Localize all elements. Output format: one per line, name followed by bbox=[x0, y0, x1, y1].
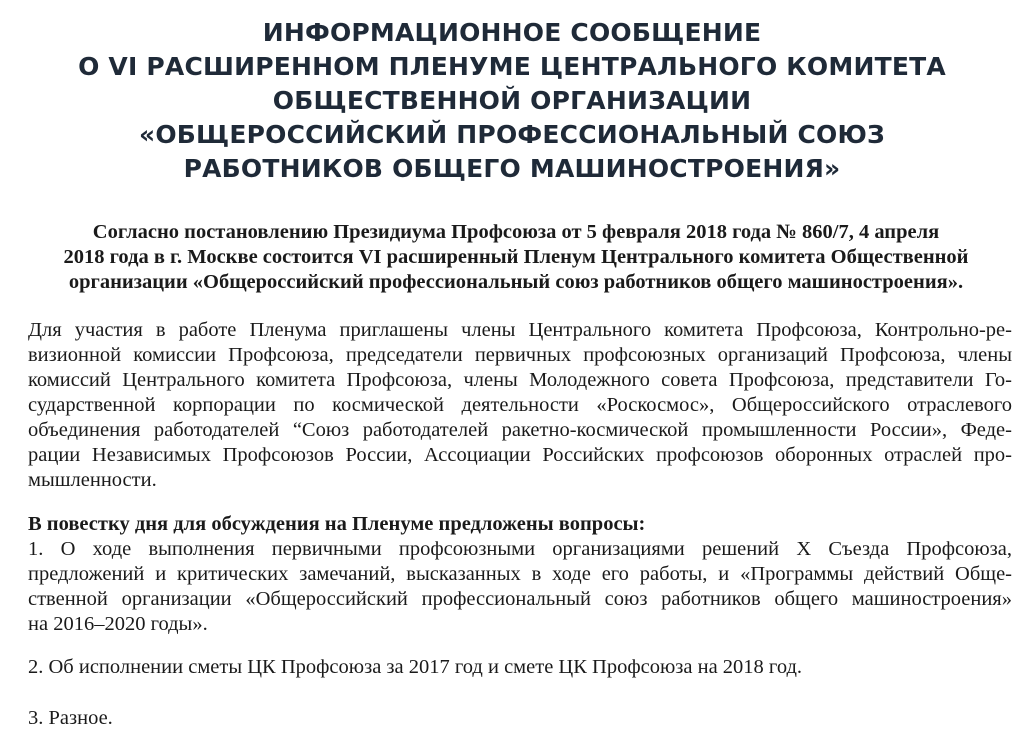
title-line: О VI РАСШИРЕННОМ ПЛЕНУМЕ ЦЕНТРАЛЬНОГО КОМИТЕТА bbox=[78, 52, 946, 81]
title-line: ИНФОРМАЦИОННОЕ СООБЩЕНИЕ bbox=[262, 18, 762, 47]
agenda-item-2: 2. Об исполнении сметы ЦК Профсоюза за 2017 год и смете ЦК Профсоюза на 2018 год. bbox=[28, 656, 803, 678]
paragraph-line: сударственной корпорации по космической деятельности «Роскосмос», Общероссийского отраслевого bbox=[28, 394, 1012, 416]
intro-paragraph bbox=[28, 220, 1004, 295]
agenda-item-3: 3. Разное. bbox=[28, 707, 113, 729]
title-line: ОБЩЕСТВЕННОЙ ОРГАНИЗАЦИИ bbox=[272, 86, 752, 115]
agenda-line: ственной организации «Общероссийский профессиональный союз работников общего машиностроения» bbox=[28, 588, 1012, 610]
participants-paragraph bbox=[28, 318, 1012, 493]
paragraph-line: рации Независимых Профсоюзов России, Ассоциации Российских профсоюзов оборонных отраслей про- bbox=[28, 444, 1012, 466]
intro-line: организации «Общероссийский профессиональный союз работников общего машиностроения». bbox=[68, 271, 964, 293]
intro-line: 2018 года в г. Москве состоится VI расширенный Пленум Центрального комитета Общественной bbox=[63, 246, 969, 268]
paragraph-line: комиссий Центрального комитета Профсоюза, члены Молодежного совета Профсоюза, представители Го- bbox=[28, 369, 1012, 391]
agenda-line: на 2016–2020 годы». bbox=[28, 613, 208, 635]
paragraph-line: визионной комиссии Профсоюза, председатели первичных профсоюзных организаций Профсоюза, члены bbox=[28, 344, 1012, 366]
agenda-line: 1. О ходе выполнения первичными профсоюзными организациями решений X Съезда Профсоюза, bbox=[28, 538, 1012, 560]
title-line: РАБОТНИКОВ ОБЩЕГО МАШИНОСТРОЕНИЯ» bbox=[183, 154, 841, 183]
title-line: «ОБЩЕРОССИЙСКИЙ ПРОФЕССИОНАЛЬНЫЙ СОЮЗ bbox=[138, 120, 885, 149]
document-title bbox=[40, 16, 984, 186]
agenda-item-1 bbox=[28, 537, 1012, 637]
agenda-line: предложений и критических замечаний, высказанных в ходе его работы, и «Программы действий Обще- bbox=[28, 563, 1012, 585]
intro-line: Согласно постановлению Президиума Профсоюза от 5 февраля 2018 года № 860/7, 4 апреля bbox=[92, 221, 940, 243]
paragraph-line: мышленности. bbox=[28, 469, 157, 491]
paragraph-line: объединения работодателей “Союз работодателей ракетно-космической промышленности России», Феде- bbox=[28, 419, 1012, 441]
agenda-heading: В повестку дня для обсуждения на Пленуме предложены вопросы: bbox=[28, 513, 646, 535]
paragraph-line: Для участия в работе Пленума приглашены члены Центрального комитета Профсоюза, Контрольно-ре- bbox=[28, 319, 1012, 341]
